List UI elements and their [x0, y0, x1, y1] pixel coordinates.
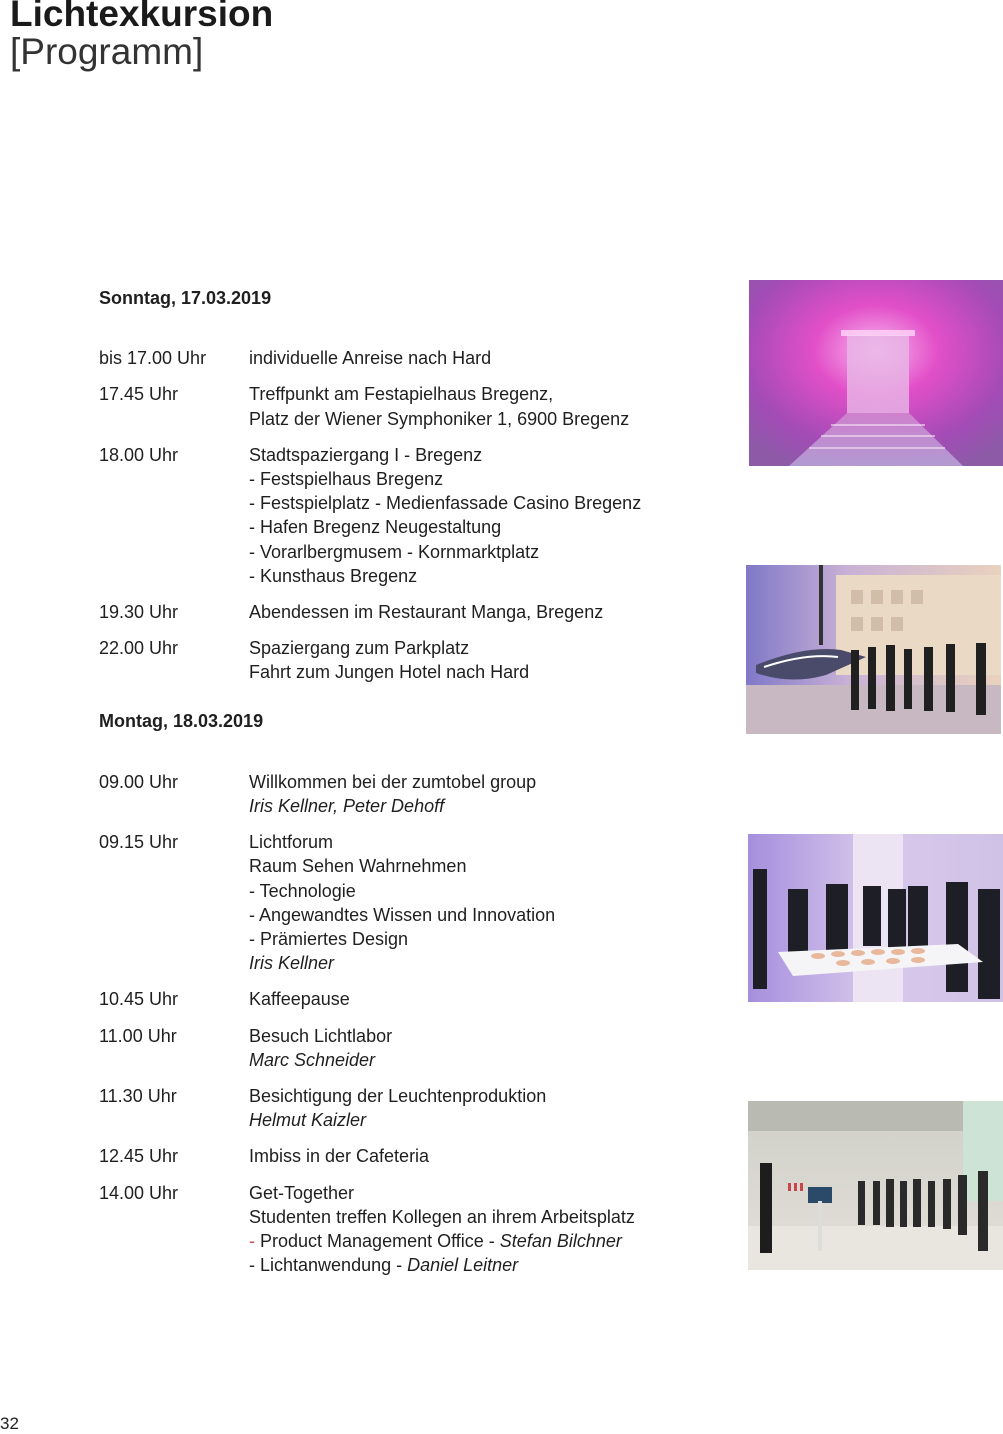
schedule-row	[99, 770, 679, 818]
schedule-time: 09.15 Uhr	[99, 832, 179, 853]
schedule-description	[249, 382, 679, 430]
schedule-time: 22.00 Uhr	[99, 638, 179, 659]
schedule-person: Helmut Kaizler	[249, 1110, 367, 1131]
page-subtitle: [Programm]	[10, 31, 204, 72]
schedule-line: - Festspielplatz - Medienfassade Casino Bregenz	[249, 493, 642, 514]
schedule-row	[99, 382, 679, 430]
schedule-line: Studenten treffen Kollegen an ihrem Arbeitsplatz	[249, 1206, 635, 1227]
schedule-row	[99, 600, 679, 624]
schedule-line: - Prämiertes Design	[249, 929, 409, 950]
schedule-line: Willkommen bei der zumtobel group	[249, 771, 537, 792]
schedule-list-monday	[99, 770, 679, 1278]
schedule-line: - Technologie	[249, 880, 356, 901]
schedule-time: 18.00 Uhr	[99, 444, 179, 465]
schedule-line	[249, 1229, 679, 1253]
schedule-line: - Kunsthaus Bregenz	[249, 565, 418, 586]
schedule-time: 10.45 Uhr	[99, 989, 179, 1010]
schedule-line: - Festspielhaus Bregenz	[249, 469, 444, 490]
list-dash: -	[249, 1231, 255, 1252]
schedule-time: 12.45 Uhr	[99, 1146, 179, 1167]
schedule-description	[249, 1024, 679, 1072]
schedule-person: Iris Kellner	[249, 953, 335, 974]
schedule-line: Raum Sehen Wahrnehmen	[249, 856, 467, 877]
schedule-description	[249, 443, 679, 588]
schedule-description	[249, 770, 679, 818]
schedule-line: Spaziergang zum Parkplatz	[249, 638, 470, 659]
schedule-line: - Vorarlbergmusem - Kornmarktplatz	[249, 541, 540, 562]
schedule-time: 19.30 Uhr	[99, 602, 179, 623]
schedule-line: Besuch Lichtlabor	[249, 1025, 393, 1046]
schedule-line	[249, 1253, 679, 1277]
schedule-time: 14.00 Uhr	[99, 1182, 179, 1203]
schedule-line: Get-Together	[249, 1182, 355, 1203]
schedule-time: 09.00 Uhr	[99, 771, 179, 792]
schedule-line: Platz der Wiener Symphoniker 1, 6900 Bregenz	[249, 408, 630, 429]
page-number: 32	[0, 1414, 19, 1433]
schedule-topic: Product Management Office -	[255, 1231, 500, 1252]
schedule-line: Besichtigung der Leuchtenproduktion	[249, 1086, 547, 1107]
day-heading-sunday: Sonntag, 17.03.2019	[99, 288, 272, 308]
schedule-list-sunday	[99, 346, 679, 684]
schedule-row	[99, 1084, 679, 1132]
schedule-description	[249, 600, 679, 624]
day-heading-monday: Montag, 18.03.2019	[99, 710, 264, 731]
schedule-description	[249, 1084, 679, 1132]
schedule-person: Stefan Bilchner	[499, 1231, 622, 1252]
schedule-line: Lichtforum	[249, 832, 334, 853]
schedule-line: Stadtspaziergang I - Bregenz	[249, 444, 483, 465]
schedule-line: Abendessen im Restaurant Manga, Bregenz	[249, 602, 604, 623]
photo-presentation-hall	[748, 1101, 1003, 1270]
schedule-row	[99, 1024, 679, 1072]
schedule-line: - Angewandtes Wissen und Innovation	[249, 904, 556, 925]
schedule-line: individuelle Anreise nach Hard	[249, 348, 492, 369]
schedule-description	[249, 636, 679, 684]
photo-light-installation	[749, 280, 1003, 466]
schedule-description	[249, 1144, 679, 1168]
schedule	[99, 286, 679, 1290]
photo-lichtforum-group	[748, 834, 1003, 1002]
schedule-line: Kaffeepause	[249, 989, 350, 1010]
schedule-description	[249, 346, 679, 370]
schedule-line: Treffpunkt am Festapielhaus Bregenz,	[249, 384, 554, 405]
schedule-line: - Hafen Bregenz Neugestaltung	[249, 517, 502, 538]
schedule-description	[249, 1181, 679, 1278]
schedule-row	[99, 636, 679, 684]
schedule-time: bis 17.00 Uhr	[99, 348, 207, 369]
schedule-description	[249, 830, 679, 975]
schedule-line: Imbiss in der Cafeteria	[249, 1146, 430, 1167]
schedule-row	[99, 443, 679, 588]
photo-exhibition-hall	[746, 565, 1001, 734]
schedule-row	[99, 830, 679, 975]
schedule-time: 11.30 Uhr	[99, 1086, 177, 1107]
schedule-person: Marc Schneider	[249, 1049, 376, 1070]
schedule-topic: Lichtanwendung -	[255, 1255, 408, 1276]
schedule-person: Daniel Leitner	[407, 1255, 519, 1276]
list-dash: -	[249, 1255, 255, 1276]
schedule-line: Fahrt zum Jungen Hotel nach Hard	[249, 662, 530, 683]
schedule-person: Iris Kellner, Peter Dehoff	[249, 796, 445, 817]
schedule-row	[99, 346, 679, 370]
schedule-row	[99, 1181, 679, 1278]
schedule-row	[99, 987, 679, 1011]
schedule-time: 17.45 Uhr	[99, 384, 179, 405]
schedule-description	[249, 987, 679, 1011]
page-title: Lichtexkursion	[10, 0, 274, 34]
schedule-row	[99, 1144, 679, 1168]
schedule-time: 11.00 Uhr	[99, 1025, 177, 1046]
